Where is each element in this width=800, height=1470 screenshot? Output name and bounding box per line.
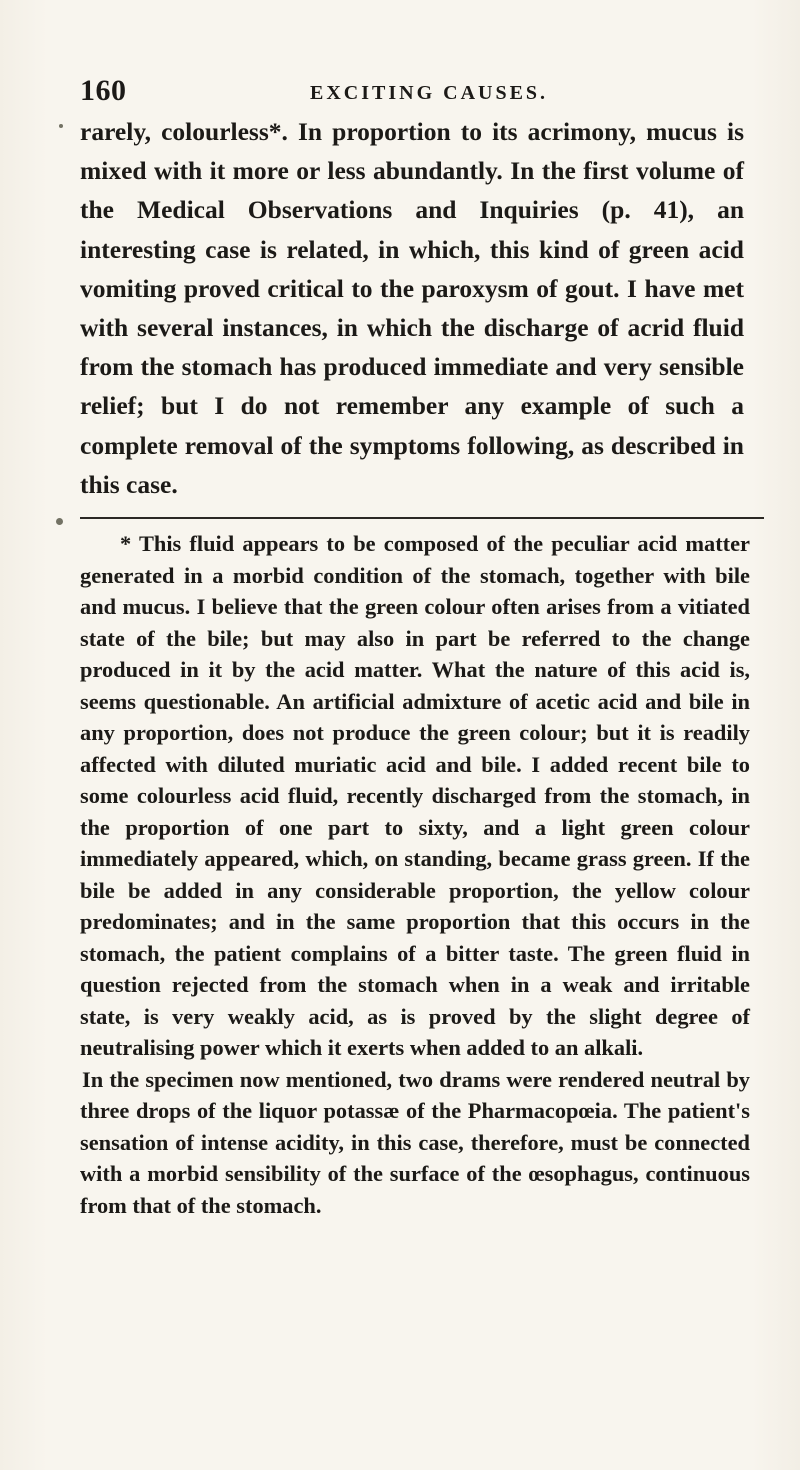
- page-number: 160: [80, 74, 127, 107]
- footnote: [80, 528, 750, 1221]
- running-head: EXCITING CAUSES.: [310, 82, 549, 104]
- footnote-paragraph-1: * This fluid appears to be composed of the peculiar acid matter generated in a morbid condition of the stomach, together with bile and mucus. I believe that the green colour often arises from a vitiated state of the bile; but may also in part be referred to the change produced in it by the acid matter. What the nature of this acid is, seems questionable. An artificial admixture of acetic acid and bile in any proportion, does not produce the green colour; but it is readily affected with diluted muriatic acid and bile. I added recent bile to some colourless acid fluid, recently discharged from the stomach, in the proportion of one part to sixty, and a light green colour immediately appeared, which, on standing, became grass green. If the bile be added in any considerable proportion, the yellow colour predominates; and in the same proportion that this occurs in the stomach, the patient complains of a bitter taste. The green fluid in question rejected from the stomach when in a weak and irritable state, is very weakly acid, as is proved by the slight degree of neutralising power which it exerts when added to an alkali.: [80, 531, 750, 1060]
- footnote-paragraph-2: In the specimen now mentioned, two drams were rendered neutral by three drops of the liquor potassæ of the Pharmacopœia. The patient's sensation of intense acidity, in this case, therefore, must be connected with a morbid sensibility of the surface of the œsophagus, continuous from that of the stomach.: [80, 1066, 750, 1218]
- ink-spot: [56, 518, 63, 525]
- page-header: [80, 74, 740, 114]
- footnote-divider: [80, 517, 764, 519]
- ink-spot: [59, 124, 63, 128]
- main-text: [80, 112, 744, 504]
- main-paragraph: rarely, colourless*. In proportion to its acrimony, mucus is mixed with it more or less abundantly. In the first volume of the Medical Observations and Inquiries (p. 41), an interesting case is related, in which, this kind of green acid vomiting proved critical to the paroxysm of gout. I have met with several instances, in which the discharge of acrid fluid from the stomach has produced immediate and very sensible relief; but I do not remember any example of such a complete removal of the symptoms following, as described in this case.: [80, 117, 744, 499]
